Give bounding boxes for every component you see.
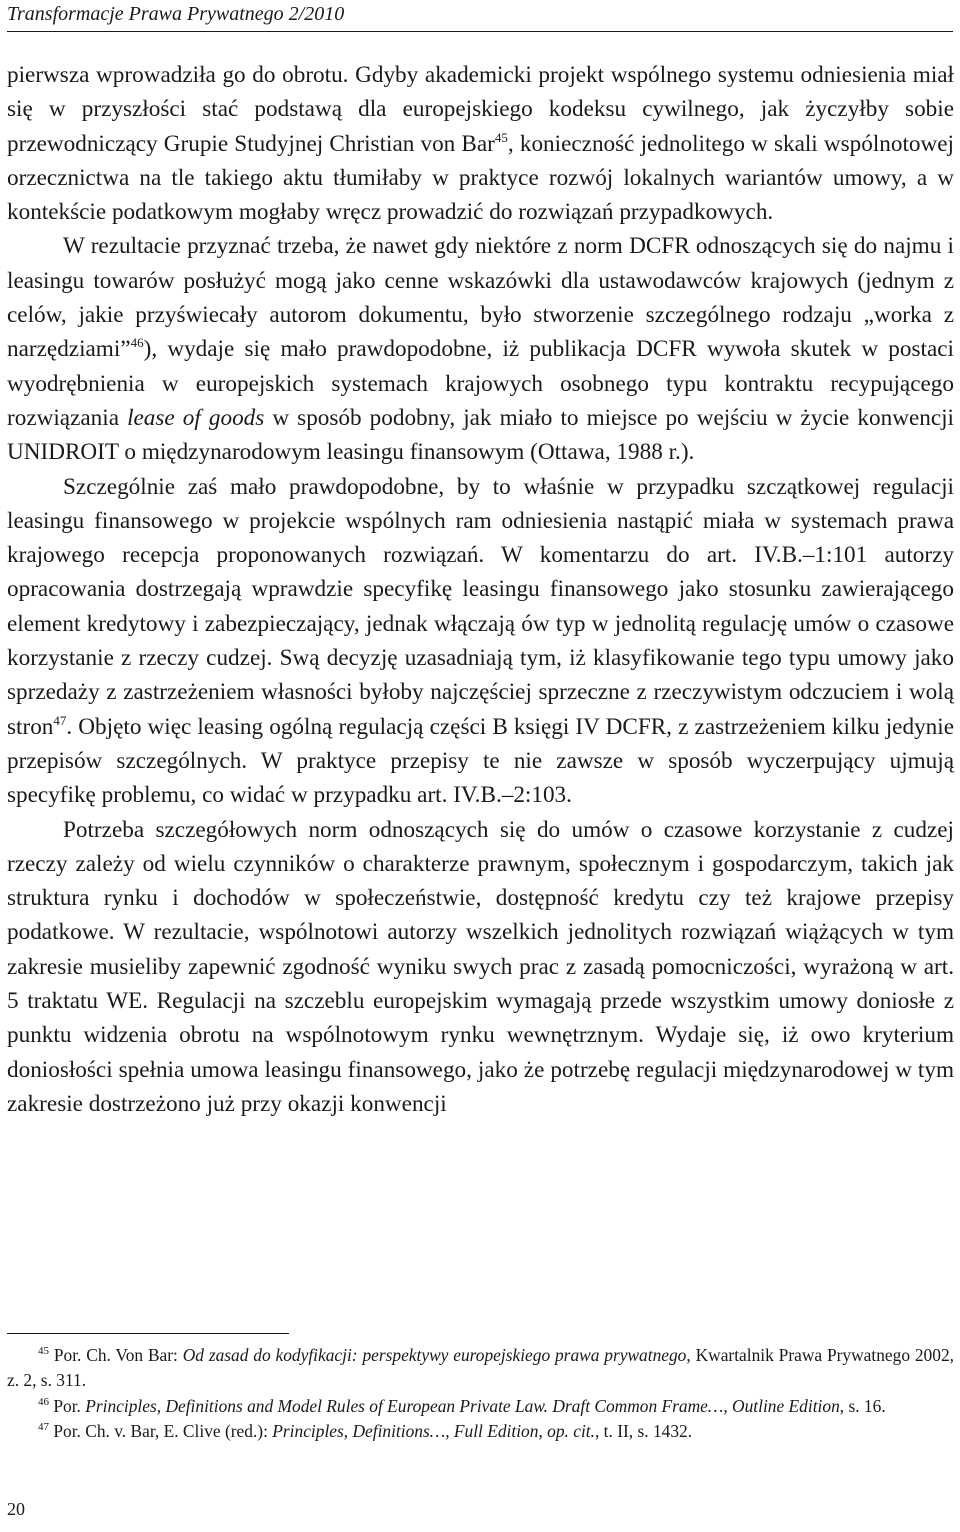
paragraph-2-text-b: ), wydaje się mało prawdopodobne, iż publikacja DCFR wywoła skutek w postaci wyodrębnienia w europejskich systemach krajowych osobnego typu kontraktu recypującego rozwiązania	[7, 336, 954, 431]
footnote-45-lead: Por. Ch. Von Bar:	[53, 1345, 183, 1365]
footnote-ref-46[interactable]: 46	[130, 335, 144, 351]
footnote-46	[7, 1394, 954, 1419]
footnote-46-number: 46	[38, 1395, 49, 1408]
paragraph-1-text-a: pierwsza wprowadziła go do obrotu. Gdyby akademicki projekt wspólnego systemu odniesienia miał się w przyszłości stać podstawą dla europejskiego kodeksu cywilnego, jak życzyłby sobie przewodniczący Grupie Studyjnej Christian von Bar	[7, 62, 954, 157]
footnotes	[7, 1343, 954, 1445]
footnote-46-lead: Por.	[53, 1395, 86, 1416]
footnote-47	[7, 1419, 954, 1444]
page-number: 20	[7, 1499, 25, 1519]
footnote-47-mid: ,	[538, 1421, 548, 1442]
paragraph-2-text-c: w sposób podobny, jak miało to miejsce po wejściu w życie konwencji UNIDROIT o międzynarodowym leasingu finansowym (Ottawa, 1988 r.).	[7, 404, 954, 466]
paragraph-2	[7, 229, 954, 469]
paragraph-3-text-a: Szczególnie zaś mało prawdopodobne, by to właśnie w przypadku szczątkowej regulacji leasingu finansowego w projekcie wspólnych ram odniesienia nastąpić miała w systemach prawa krajowego recepcja proponowanych rozwiązań. W komentarzu do art. IV.B.–1:101 autorzy opracowania dostrzegają wprawdzie specyfikę leasingu finansowego jako stosunku zawierającego element kredytowy i zabezpieczający, jednak włączają ów typ w jednolitą regulację umów o czasowe korzystanie z rzeczy cudzej. Swą decyzję uzasadniają tym, iż klasyfikowanie tego typu umowy jako sprzedaży z zastrzeżeniem własności byłoby najczęściej sprzeczne z rzeczywistym odczuciem i wolą stron	[7, 473, 954, 740]
footnote-47-number: 47	[38, 1421, 49, 1434]
header-rule	[7, 31, 953, 32]
footnote-46-title: Principles, Definitions and Model Rules of European Private Law. Draft Common Frame…, Outline Edition	[85, 1395, 840, 1416]
footnote-ref-47[interactable]: 47	[53, 712, 67, 728]
footnote-46-tail: , s. 16.	[839, 1395, 886, 1416]
footnote-47-lead: Por. Ch. v. Bar, E. Clive (red.):	[53, 1421, 273, 1442]
footnote-45-tail: , Kwartalnik Prawa Prywatnego 2002, z. 2, s. 311.	[7, 1345, 954, 1391]
footnote-rule	[7, 1333, 289, 1334]
footnote-ref-45[interactable]: 45	[494, 129, 508, 145]
footnote-47-opcit: op. cit.	[547, 1421, 595, 1442]
paragraph-3	[7, 470, 954, 813]
footnote-45	[7, 1343, 954, 1394]
paragraph-3-text-b: . Objęto więc leasing ogólną regulacją części B księgi IV DCFR, z zastrzeżeniem kilku jedynie przepisów szczególnych. W praktyce przepisy te nie zawsze w sposób wyczerpujący ujmują specyfikę problemu, co widać w przypadku art. IV.B.–2:103.	[7, 713, 954, 809]
paragraph-1-text-b: , konieczność jednolitego w skali wspólnotowej orzecznictwa na tle takiego aktu tłumiłaby w praktyce rozwój lokalnych wariantów umowy, a w kontekście podatkowym mogłaby wręcz prowadzić do rozwiązań przypadkowych.	[7, 130, 954, 226]
footnote-47-title: Principles, Definitions…, Full Edition	[272, 1421, 539, 1442]
footnote-45-number: 45	[38, 1345, 49, 1357]
paragraph-1	[7, 58, 954, 229]
running-head: Transformacje Prawa Prywatnego 2/2010	[7, 3, 345, 25]
footnote-45-title: Od zasad do kodyfikacji: perspektywy europejskiego prawa prywatnego	[182, 1345, 687, 1365]
paragraph-2-italic-term: lease of goods	[127, 404, 265, 431]
main-text	[7, 58, 954, 1121]
paragraph-4: Potrzeba szczegółowych norm odnoszących się do umów o czasowe korzystanie z cudzej rzeczy zależy od wielu czynników o charakterze prawnym, społecznym i gospodarczym, takich jak struktura rynku i dochodów w społeczeństwie, dostępność kredytu czy też krajowe przepisy podatkowe. W rezultacie, wspólnotowi autorzy wszelkich jednolitych rozwiązań wiążących w tym zakresie musieliby zapewnić zgodność wyniku swych prac z zasadą pomocniczości, wyrażoną w art. 5 traktatu WE. Regulacji na szczeblu europejskim wymagają przede wszystkim umowy doniosłe z punktu widzenia obrotu na wspólnotowym rynku wewnętrznym. Wydaje się, iż owo kryterium doniosłości spełnia umowa leasingu finansowego, jako że potrzebę regulacji międzynarodowej w tym zakresie dostrzeżono już przy okazji konwencji	[7, 816, 954, 1117]
paragraph-2-text-a: W rezultacie przyznać trzeba, że nawet gdy niektóre z norm DCFR odnoszących się do najmu i leasingu towarów posłużyć mogą jako cenne wskazówki dla ustawodawców krajowych (jednym z celów, jakie przyświecały autorom dokumentu, było stworzenie szczególnego rodzaju „worka z narzędziami”	[7, 233, 954, 363]
footnote-47-tail: , t. II, s. 1432.	[594, 1421, 693, 1442]
